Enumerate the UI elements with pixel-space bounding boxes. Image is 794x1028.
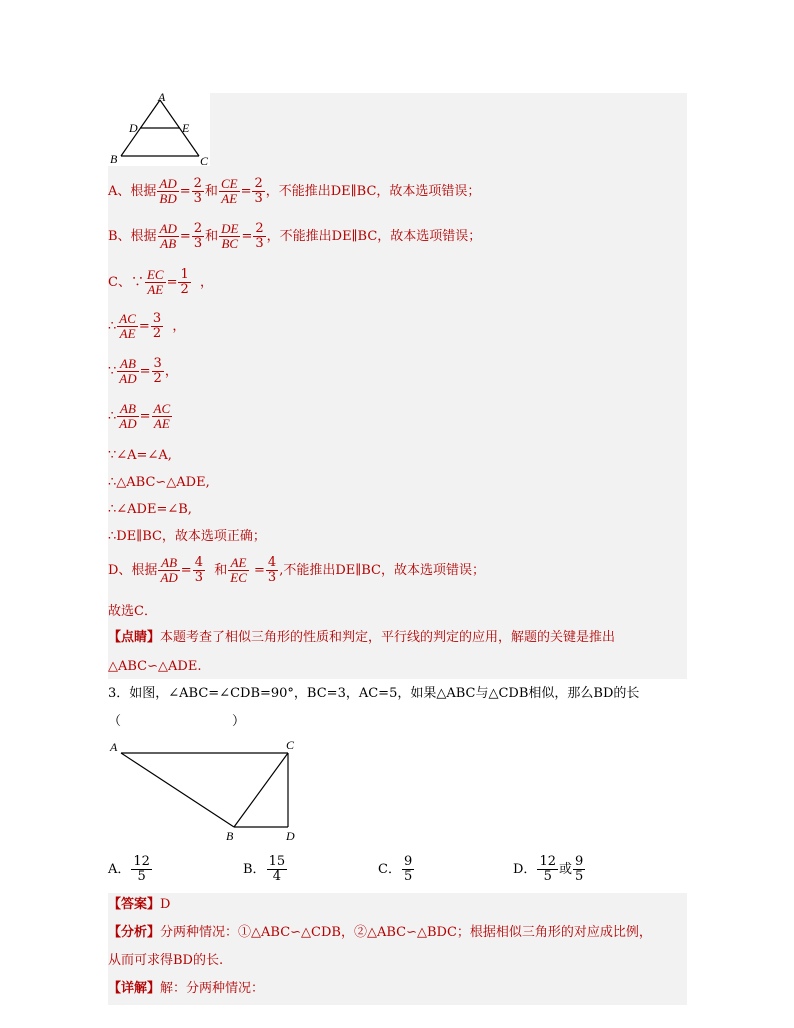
- option-a-prefix: A、根据: [108, 184, 157, 199]
- option-b-prefix: B、根据: [108, 229, 157, 244]
- and-word: 和: [204, 184, 218, 199]
- vertex-c-label: C: [200, 154, 209, 168]
- comment-tag: 【点睛】: [108, 630, 161, 645]
- choice-c-label: C．: [378, 862, 401, 877]
- fraction-1-2: $\frac{1}{2}$: [180, 267, 189, 297]
- therefore-symbol: ∴: [108, 409, 117, 424]
- analysis-tag: 【分析】: [108, 925, 161, 940]
- fraction-ab-ad: $\frac{AB}{AD}$: [160, 555, 178, 585]
- option-c-analysis: [108, 268, 213, 297]
- analysis-line-2: 从而可求得BD的长.: [108, 953, 224, 968]
- choice-b-label: B．: [243, 862, 266, 877]
- comma: ，: [200, 275, 214, 290]
- fraction-ce-ae: $\frac{CE}{AE}$: [220, 176, 238, 206]
- or-word: 或: [558, 862, 572, 877]
- detail-tag: 【详解】: [108, 981, 161, 996]
- fraction-ad-bd: $\frac{AD}{BD}$: [159, 176, 177, 206]
- option-b-analysis: [108, 222, 481, 251]
- comment-line-1: [108, 629, 615, 647]
- right-triangles-figure: [108, 736, 308, 844]
- fraction-ac-ae: $\frac{AC}{AE}$: [119, 311, 136, 341]
- choice-d-label: D．: [513, 862, 537, 877]
- fraction-15-4: $\frac{15}{4}$: [268, 854, 286, 884]
- fraction-3-2: $\frac{3}{2}$: [152, 311, 162, 341]
- option-a-conclusion: ，不能推出DE∥BC，故本选项错误；: [265, 184, 481, 199]
- detail-text: 解：分两种情况：: [160, 981, 265, 996]
- fraction-4-3: $\frac{4}{3}$: [194, 555, 203, 585]
- fraction-2-3: $\frac{2}{3}$: [254, 176, 263, 206]
- equals-sign: =: [180, 563, 192, 578]
- fraction-de-bc: $\frac{DE}{BC}$: [221, 221, 239, 251]
- therefore-symbol: ∴: [108, 319, 117, 334]
- comma: ，: [172, 319, 186, 334]
- answer-tag: 【答案】: [108, 897, 161, 912]
- fraction-3-2: $\frac{3}{2}$: [153, 356, 162, 386]
- equals-sign: =: [166, 275, 178, 290]
- analysis-line-1: [108, 924, 652, 942]
- step-angle-ade: ∴∠ADE=∠B,: [108, 502, 192, 517]
- answer-value: D: [160, 897, 171, 912]
- option-d-conclusion: ,不能推出DE∥BC，故本选项错误；: [279, 563, 485, 578]
- solution-background-top: [210, 93, 687, 166]
- question-3-paren-close: ）: [232, 714, 246, 729]
- step-ac-ae: [108, 312, 185, 341]
- question-3-text: 3．如图，∠ABC=∠CDB=90°，BC=3，AC=5，如果△ABC与△CDB相似，那么BD的长: [108, 686, 640, 701]
- equals-sign: =: [138, 319, 150, 334]
- vertex-d-label: D: [286, 829, 295, 843]
- and-word: 和: [214, 563, 228, 578]
- choice-a-label: A．: [108, 862, 131, 877]
- choice-result: 故选C．: [108, 604, 157, 619]
- fraction-ab-ad: $\frac{AB}{AD}$: [119, 401, 137, 431]
- option-b-conclusion: ，不能推出DE∥BC，故本选项错误；: [266, 229, 482, 244]
- fraction-ec-ae: $\frac{EC}{AE}$: [146, 267, 164, 297]
- fraction-ab-ad: $\frac{AB}{AD}$: [119, 356, 137, 386]
- comment-text: 本题考查了相似三角形的性质和判定，平行线的判定的应用，解题的关键是推出: [160, 630, 616, 645]
- fraction-9-5: $\frac{9}{5}$: [403, 854, 413, 884]
- detail-line: [108, 980, 264, 998]
- answer-line: [108, 896, 170, 914]
- analysis-text: 分两种情况：①△ABC∽△CDB，②△ABC∽△BDC；根据相似三角形的对应成比例，: [160, 925, 652, 940]
- option-c-prefix: C、∵: [108, 275, 144, 290]
- equals-sign: =: [139, 409, 151, 424]
- because-symbol: ∵: [108, 364, 117, 379]
- choice-d[interactable]: [513, 855, 586, 884]
- and-word: 和: [205, 229, 219, 244]
- equals-sign: =: [254, 563, 265, 578]
- fraction-2-3: $\frac{2}{3}$: [193, 176, 202, 206]
- equals-sign: =: [139, 364, 151, 379]
- vertex-d-label: D: [129, 121, 138, 135]
- comment-line-2: △ABC∽△ADE.: [108, 659, 202, 674]
- equals-sign: =: [241, 229, 253, 244]
- fraction-ad-ab: $\frac{AD}{AB}$: [159, 221, 177, 251]
- comma: ，: [164, 364, 178, 379]
- fraction-ac-ae: $\frac{AC}{AE}$: [153, 401, 171, 431]
- vertex-e-label: E: [182, 121, 190, 135]
- fraction-4-3: $\frac{4}{3}$: [267, 555, 277, 585]
- vertex-a-label: A: [158, 92, 166, 104]
- question-3-paren-open: （: [108, 714, 122, 729]
- step-similar: ∴△ABC∽△ADE,: [108, 475, 210, 490]
- vertex-c-label: C: [286, 738, 295, 752]
- option-d-prefix: D、根据: [108, 563, 158, 578]
- vertex-b-label: B: [110, 152, 118, 166]
- equals-sign: =: [179, 229, 191, 244]
- fraction-12-5: $\frac{12}{5}$: [133, 854, 150, 884]
- choice-b[interactable]: [243, 855, 288, 884]
- equals-sign: =: [179, 184, 191, 199]
- step-ab-ad: [108, 357, 178, 386]
- step-parallel: ∴DE∥BC，故本选项正确；: [108, 529, 266, 544]
- fraction-2-3: $\frac{2}{3}$: [255, 221, 264, 251]
- fraction-2-3: $\frac{2}{3}$: [193, 221, 203, 251]
- triangle-ade-figure: [108, 92, 212, 168]
- step-ratio-equal: [108, 402, 173, 431]
- vertex-b-label: B: [226, 829, 234, 843]
- step-angle-a: ∵∠A=∠A,: [108, 448, 172, 463]
- fraction-9-5: $\frac{9}{5}$: [575, 854, 584, 884]
- choice-a[interactable]: [108, 855, 153, 884]
- option-a-analysis: [108, 177, 480, 206]
- fraction-ae-ec: $\frac{AE}{EC}$: [230, 555, 247, 585]
- option-d-analysis: [108, 556, 485, 585]
- choice-c[interactable]: [378, 855, 415, 884]
- vertex-a-label: A: [110, 740, 118, 754]
- equals-sign: =: [240, 184, 252, 199]
- fraction-12-5: $\frac{12}{5}$: [539, 854, 556, 884]
